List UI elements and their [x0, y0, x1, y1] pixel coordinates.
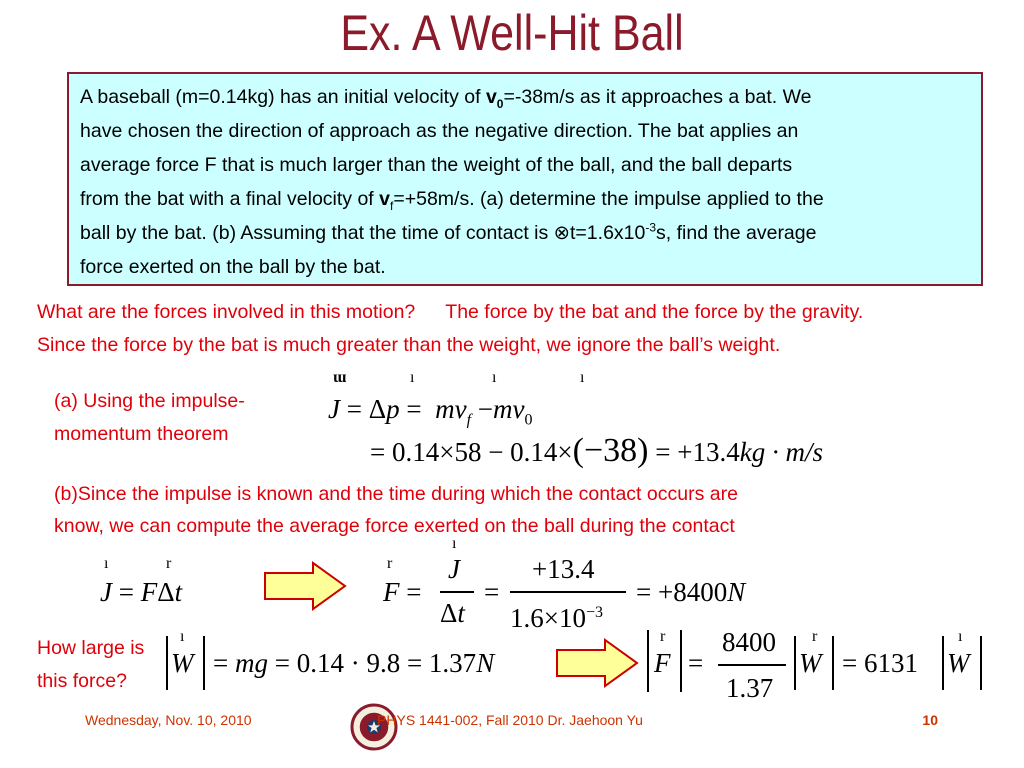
ratio-numerator: 8400	[722, 627, 776, 657]
force-f-symbol: F =	[383, 577, 422, 607]
right-arrow-icon	[555, 638, 639, 688]
fraction-denominator-dt: Δt	[440, 598, 465, 628]
vector-mark-j3: ı	[452, 535, 457, 552]
vector-mark-j2: ı	[104, 555, 109, 572]
vector-mark-f: r	[166, 555, 172, 572]
part-a-label-2: momentum theorem	[54, 423, 229, 445]
ratio-denominator: 1.37	[726, 673, 774, 703]
vector-mark-j: ɯ	[333, 369, 347, 386]
footer-course: PHYS 1441-002, Fall 2010 Dr. Jaehoon Yu	[377, 712, 643, 728]
abs-bar-left	[647, 630, 649, 692]
impulse-calculation: = 0.14×58 − 0.14×(−38) = +13.4kg · m/s	[370, 432, 823, 469]
abs-bar-left	[794, 636, 796, 690]
how-large-label-2: this force?	[37, 670, 127, 692]
abs-bar-right	[203, 636, 205, 690]
force-result: = +8400N	[636, 577, 746, 607]
weight-w2: W	[799, 648, 822, 678]
ratio-result: = 6131	[842, 648, 918, 678]
vector-mark-v0: ı	[580, 369, 585, 386]
abs-bar-right	[680, 630, 682, 692]
force-magnitude-f: F	[654, 648, 671, 678]
fraction-bar	[510, 591, 626, 593]
abs-bar-left	[166, 636, 168, 690]
problem-line-5: ball by the bat. (b) Assuming that the time of contact is $\otimes t=1.6x10^{-3}s$, find the average	[80, 220, 817, 244]
part-b-line-2: know, we can compute the average force exerted on the ball during the contact	[54, 515, 735, 537]
page-number: 10	[922, 712, 938, 728]
weight-w: W	[171, 648, 194, 678]
problem-statement	[80, 80, 978, 284]
vector-mark-vf: ı	[492, 369, 497, 386]
slide-title: Ex. A Well-Hit Ball	[340, 5, 684, 61]
vector-mark-p: ı	[410, 369, 415, 386]
abs-bar-left	[942, 636, 944, 690]
problem-line-4: from the bat with a final velocity of $v_f=+58m/s$. (a) determine the impulse applied to the	[80, 188, 824, 213]
impulse-equation: $J = \Delta p = mv_f -mv_0$	[328, 394, 533, 429]
part-b-line-1: (b)Since the impulse is known and the time during which the contact occurs are	[54, 483, 738, 505]
how-large-label-1: How large is	[37, 637, 145, 659]
fraction-denominator-value: $1.6\times 10^{-3}$	[510, 603, 604, 633]
problem-line-1: A baseball (m=0.14kg) has an initial velocity of $v_0=-38m/s$ as it approaches a bat. We	[80, 86, 812, 111]
abs-bar-right	[980, 636, 982, 690]
weight-calculation: = mg = 0.14 · 9.8 = 1.37N	[213, 648, 495, 678]
equals-sign: =	[484, 577, 500, 607]
right-arrow-icon	[263, 561, 347, 611]
forces-question-line	[37, 296, 863, 329]
fraction-bar	[718, 664, 786, 666]
fraction-numerator-j: J	[448, 554, 460, 584]
vector-mark-w3: ı	[958, 628, 963, 645]
weight-w3: W	[947, 648, 970, 678]
problem-line-3: average force F that is much larger than the weight of the ball, and the ball departs	[80, 154, 793, 176]
forces-answer: The force by the bat and the force by the gravity.	[445, 301, 864, 323]
equals-sign: =	[688, 648, 704, 678]
fraction-bar	[440, 591, 474, 593]
fraction-numerator-value: +13.4	[532, 554, 595, 584]
vector-mark-f3: r	[660, 628, 666, 645]
problem-line-6: force exerted on the ball by the bat.	[80, 256, 386, 278]
part-a-label-1: (a) Using the impulse-	[54, 390, 245, 412]
forces-question: What are the forces involved in this motion?	[37, 301, 416, 323]
problem-line-2: have chosen the direction of approach as the negative direction. The bat applies an	[80, 120, 799, 142]
vector-mark-f2: r	[387, 555, 393, 572]
vector-mark-w2: r	[812, 628, 818, 645]
vector-mark-w: ı	[180, 628, 185, 645]
forces-explanation: Since the force by the bat is much greater than the weight, we ignore the ball’s weight.	[37, 334, 781, 356]
impulse-force-equation: J = FΔt	[100, 577, 183, 607]
footer-date: Wednesday, Nov. 10, 2010	[85, 712, 252, 728]
abs-bar-right	[832, 636, 834, 690]
